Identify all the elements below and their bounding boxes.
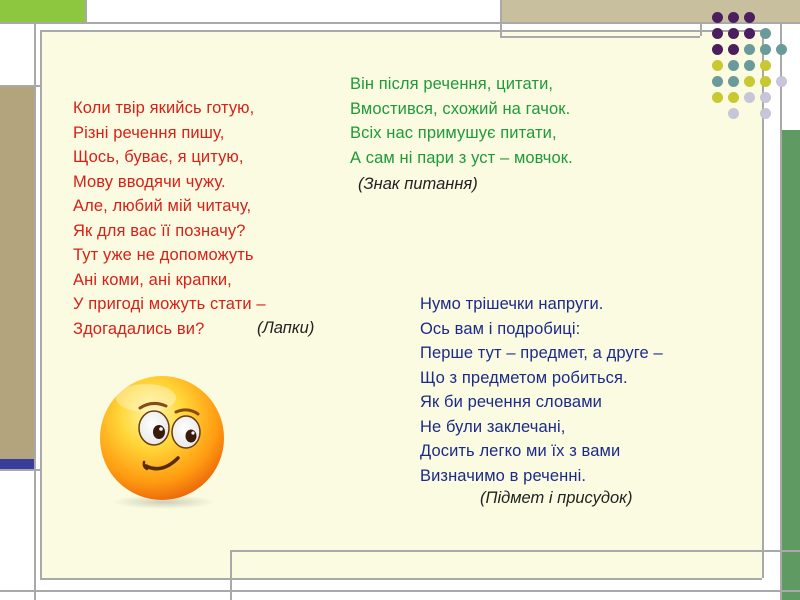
frame-line — [40, 30, 762, 32]
poem-line: Що з предметом робиться. — [420, 368, 628, 387]
poem-top-right — [350, 72, 573, 170]
frame-line — [40, 578, 762, 580]
poem-line: Нумо трішечки напруги. — [420, 295, 604, 313]
dot — [712, 12, 723, 23]
dot — [728, 60, 739, 71]
frame-line — [0, 590, 800, 592]
poem-left — [73, 96, 266, 341]
dot — [728, 92, 739, 103]
frame-line — [500, 0, 502, 36]
frame-line — [500, 36, 700, 38]
dot — [712, 76, 723, 87]
frame-line — [40, 30, 42, 578]
decor-block-tan-left — [0, 85, 34, 468]
poem-line: Вмостився, схожий на гачок. — [350, 99, 571, 118]
dot — [760, 92, 771, 103]
decorative-dot-cluster — [700, 10, 800, 130]
poem-line: Ось вам і подробиці: — [420, 319, 581, 338]
dot — [744, 28, 755, 39]
dot — [744, 60, 755, 71]
poem-line: Коли твір якийсь готую, — [73, 99, 255, 117]
dot — [712, 28, 723, 39]
dot — [760, 28, 771, 39]
decor-block-green-right — [780, 130, 800, 600]
dot — [728, 108, 739, 119]
dot — [744, 92, 755, 103]
poem-line: Досить легко ми їх з вами — [420, 442, 621, 460]
dot — [760, 44, 771, 55]
frame-line — [34, 22, 36, 600]
dot — [744, 76, 755, 87]
dot — [712, 60, 723, 71]
poem-line: А сам ні пари з уст – мовчок. — [350, 148, 573, 167]
dot — [728, 44, 739, 55]
poem-line: Ані коми, ані крапки, — [73, 270, 232, 289]
poem-bottom-right — [420, 292, 663, 488]
poem-line: Мову вводячи чужу. — [73, 172, 226, 191]
poem-line: Тут уже не допоможуть — [73, 246, 254, 264]
dot — [776, 44, 787, 55]
decor-block-navy — [0, 459, 34, 469]
poem-line: Перше тут – предмет, а друге – — [420, 344, 663, 362]
poem-line: Різні речення пишу, — [73, 123, 225, 142]
poem-line: Визначимо в реченні. — [420, 466, 587, 485]
dot — [744, 12, 755, 23]
poem-line: У пригоді можуть стати – — [73, 295, 266, 313]
dot — [744, 44, 755, 55]
smiley-svg — [88, 362, 236, 510]
frame-line — [230, 550, 232, 600]
dot — [760, 76, 771, 87]
dot — [712, 92, 723, 103]
dot — [728, 28, 739, 39]
decor-block-green — [0, 0, 85, 22]
frame-line — [85, 0, 87, 22]
poem-line: Не були заклечані, — [420, 417, 566, 436]
poem-bottom-right-answer: (Підмет і присудок) — [480, 489, 633, 507]
poem-line: Він після речення, цитати, — [350, 75, 554, 93]
dot — [776, 76, 787, 87]
dot — [760, 60, 771, 71]
poem-line: Як для вас її позначу? — [73, 221, 246, 240]
poem-line: Щось, буває, я цитую, — [73, 148, 244, 166]
frame-line — [230, 550, 800, 552]
poem-line: Всіх нас примушує питати, — [350, 124, 557, 142]
dot — [728, 12, 739, 23]
poem-line: Але, любий мій читачу, — [73, 197, 252, 215]
dot — [712, 44, 723, 55]
poem-top-right-answer: (Знак питання) — [358, 175, 478, 193]
dot — [760, 108, 771, 119]
dot — [728, 76, 739, 87]
frame-line — [0, 22, 800, 24]
smiley-face-icon — [88, 362, 236, 510]
poem-left-answer: (Лапки) — [257, 319, 315, 337]
poem-line: Здогадались ви? — [73, 319, 205, 338]
poem-line: Як би речення словами — [420, 393, 602, 411]
